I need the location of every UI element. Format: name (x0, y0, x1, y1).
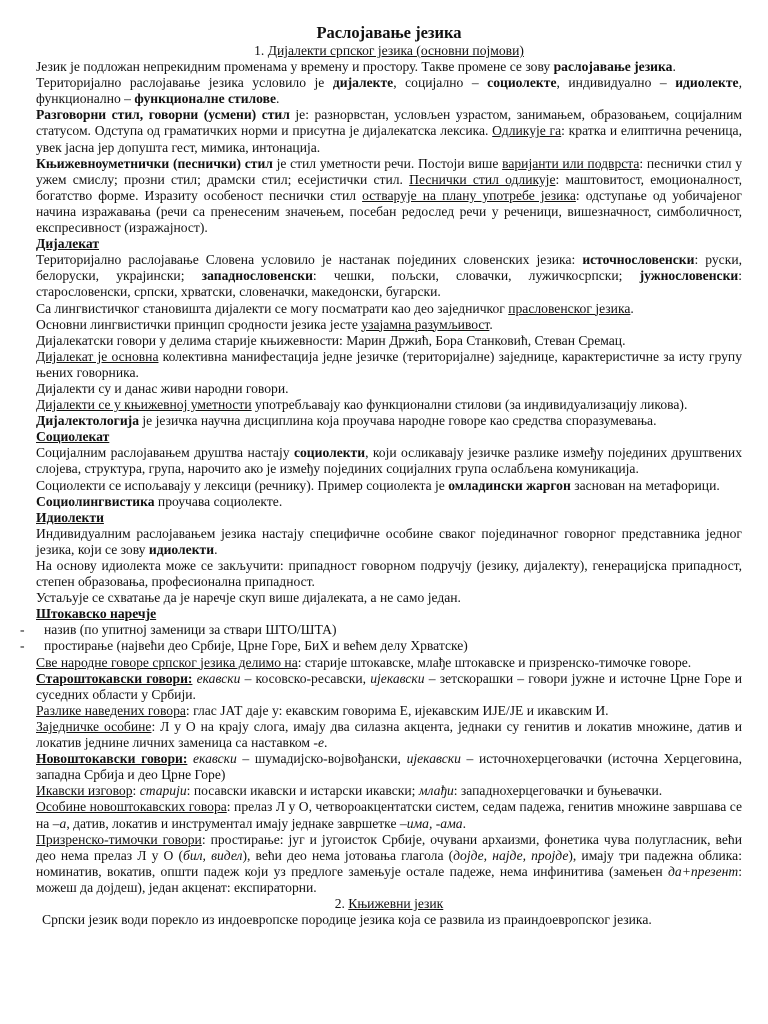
document-title: Раслојавање језика (316, 23, 462, 42)
old-shtokavian-paragraph: Староштокавски говори: екавски – косовско-ресавски, ијекавски – зетскорашки – говори јужне и источне Црне Горе и суседних области у Србији. (36, 670, 742, 702)
dialect-paragraph-6: Дијалекти су и данас живи народни говори. (36, 380, 289, 396)
dialect-paragraph-1: Територијално раслојавање Словена условило је настанак појединих словенских језика: источнословенски: руски, белоруски, украјински; западнословенски: чешки, пољски, словачки, лужичкосрпски; јужнословенски: старословенски, српски, хрватски, словеначки, македонски, бугарски. (36, 252, 743, 300)
shtokavian-heading: Штокавско наречје (36, 606, 157, 622)
dialect-paragraph-2: Са лингвистичког становишта дијалекти се могу посматрати као део заједничког прасловенског језика. (36, 300, 634, 316)
section-1-heading: 1. Дијалекти српског језика (основни појмови) (254, 43, 524, 58)
shtokavian-bullet-1: - назив (по упитној заменици за ствари ШТО/ШТА) (20, 622, 337, 638)
section-2-heading: 2. Књижевни језик (334, 895, 444, 911)
idiolect-paragraph-2: На основу идиолекта може се закључити: припадност говорном подручју (језику, дијалекту), генерацијска припадност, степен образовања, професионална припадност. (36, 558, 742, 590)
ikavian-paragraph: Икавски изговор: старији: посавски икавски и истарски икавски; млађи: западнохерцеговачки и буњевачки. (36, 783, 663, 799)
prizren-timok-paragraph: Призренско-тимочки говори: простирање: југ и југоисток Србије, очувани архаизми, фонетика чува полугласник, већи део нема прелаз Л у О (бил, видел), већи део нема јотовања глагола (дојде, најде, пројде), имају три падежна облика: номинатив, вокатив, општи падеж који уз предлоге замењује остале падеже, нема инфинитива (замењен да+презент: можеш да дојдеш), један акценат: експираторни. (36, 831, 742, 895)
intro-paragraph-1: Језик је подложан непрекидним променама у времену и простору. Такве промене се зову раслојавање језика. (36, 59, 676, 75)
differences-paragraph: Разлике наведених говора: глас ЈАТ даје у: екавским говорима Е, ијекавским ИЈЕ/ЈЕ и икавским И. (36, 702, 609, 718)
common-features-paragraph: Заједничке особине: Л у О на крају слога, имају два силазна акцента, једнаки су генитив и локатив множине, датив и локатив једнине личних заменица са наставком -е. (36, 718, 742, 751)
idiolect-paragraph-3: Устаљује се схватање да је наречје скуп више дијалеката, а не само један. (36, 590, 461, 606)
shtokavian-paragraph-divisions: Све народне говоре српског језика делимо на: старије штокавске, млађе штокавске и призренско-тимочке говоре. (36, 654, 692, 670)
sociolect-heading: Социолекат (36, 429, 110, 445)
dialect-paragraph-5: Дијалекат је основна колективна манифестација једне језичке (територијалне) заједнице, карактеристичне за исту групу њених говорника. (36, 348, 742, 380)
dialect-heading: Дијалекат (36, 236, 100, 252)
sociolect-paragraph-1: Социјалним раслојавањем друштва настају социолекти, који осликавају језичке разлике између појединих друштвених слојева, структура, група, нарочито ако је између појединих социјалних група ослабљена комуникација. (36, 445, 743, 477)
colloquial-style-paragraph: Разговорни стил, говорни (усмени) стил је: разнорвстан, условљен узрастом, занимањем, образовањем, социјалним статусом. Одступа од граматичких норми и присутна је дијалекатска лексика. Одликује га: кратка и елиптична реченица, увек јасна јер допушта гест, мимика, интонација. (36, 107, 743, 155)
dialect-paragraph-3: Основни лингвистички принцип сродности језика јесте узајамна разумљивост. (36, 316, 493, 332)
shtokavian-bullet-2: - простирање (највећи део Србије, Црне Горе, БиХ и већем делу Хрватске) (20, 638, 468, 654)
new-shtokavian-features-paragraph: Особине новоштокавских говора: прелаз Л у О, четвороакцентатски систем, седам падежа, генитив множине завршава се на –а, датив, локатив и инструментал имају једнаке завршетке –има, -ама. (36, 799, 742, 831)
idiolect-paragraph-1: Индивидуалним раслојавањем језика настају специфичне особине сваког појединачног говорног представника једног језика, који се зову идиолекти. (36, 525, 742, 557)
dialect-paragraph-4: Дијалекатски говори у делима старије књижевности: Марин Држић, Бора Станковић, Стеван Сремац. (36, 332, 626, 348)
dialect-paragraph-8: Дијалектологија је језичка научна дисциплина која проучава народне говоре као средства споразумевања. (36, 413, 657, 429)
dialect-paragraph-7: Дијалекти се у књижевној уметности употребљавају као функционални стилови (за индивидуализацију ликова). (36, 397, 688, 413)
new-shtokavian-paragraph: Новоштокавски говори: екавски – шумадијско-војвођански, ијекавски – источнохерцеговачки (источна Херцеговина, западна Србија и део Црне Горе) (36, 751, 742, 783)
sociolect-paragraph-2: Социолекти се испољавају у лексици (речнику). Пример социолекта је омладински жаргон заснован на метафорици. (36, 477, 720, 493)
sociolect-paragraph-3: Социолингвистика проучава социолекте. (36, 493, 283, 509)
intro-paragraph-2: Територијално раслојавање језика условило је дијалекте, социјално – социолекте, индивидуално – идиолекте, функционално – функционалне стилове. (36, 75, 742, 107)
closing-paragraph: Српски језик води порекло из индоевропске породице језика која се развила из праиндоевропског језика. (42, 912, 652, 928)
literary-style-paragraph: Књижевноуметнички (песнички) стил је стил уметности речи. Постоји више варијанти или подврста: песнички стил у ужем смислу; прозни стил; драмски стил; есејистички стил. Песнички стил одликује: маштовитост, емоционалност, богатство форме. Изразиту особеност песнички стил остварује на плану употребе језика: одступање од уобичајеног начина изражавања (речи са пренесеним значењем, посебан редослед речи у реченици, вишезначност, симболичност, експресивност (изражајност). (36, 155, 743, 236)
idiolect-heading: Идиолекти (36, 509, 104, 525)
